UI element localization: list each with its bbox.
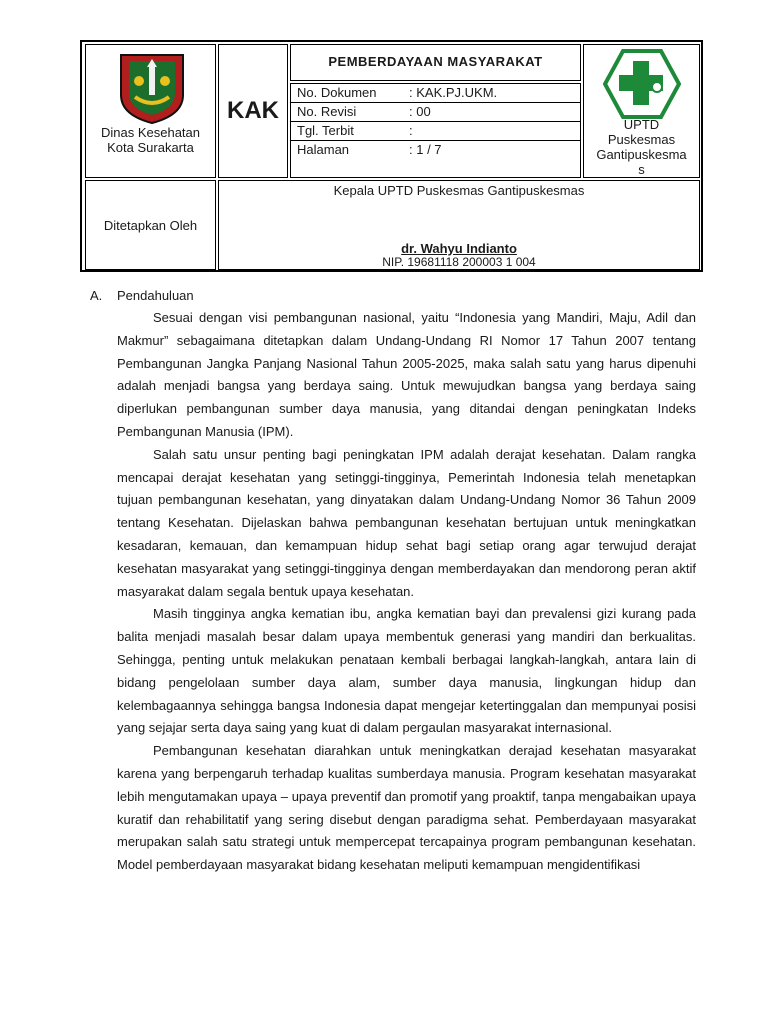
org-right-line1: UPTD: [623, 117, 660, 132]
info-row-document-number: [291, 84, 580, 103]
info-value: : KAK.PJ.UKM.: [409, 85, 498, 100]
signer-position: Kepala UPTD Puskesmas Gantipuskesmas: [333, 183, 585, 198]
signer-nip: NIP. 19681118 200003 1 004: [382, 255, 536, 269]
signature-block: [218, 180, 700, 270]
paragraph: Masih tingginya angka kematian ibu, angka kematian bayi dan prevalensi gizi kurang pada balita menjadi masalah besar dalam upaya membentuk generasi yang mandiri dan berkualitas. Sehingga, penting untuk melakukan penataan kembali berbagai langkah-langkah, antara lain di bidang pengelolaan sumber daya alam, sumber daya manusia, lingkungan hidup dan kelembagaannya sehingga bangsa Indonesia dapat mengejar ketertinggalan dan mempunyai posisi yang sejajar serta daya saing yang kuat di dalam pergaulan masyarakat internasional.: [117, 606, 696, 736]
org-left-line2: Kota Surakarta: [107, 140, 194, 155]
org-right-cell: [583, 44, 700, 178]
section-title: Pendahuluan: [117, 288, 194, 303]
org-left-line1: Dinas Kesehatan: [100, 125, 200, 140]
city-emblem-icon: [117, 51, 187, 125]
section-number: A.: [90, 288, 103, 303]
doc-title: PEMBERDAYAAN MASYARAKAT: [290, 44, 581, 81]
info-row-issue-date: [291, 122, 580, 141]
doc-info-block: [290, 83, 581, 178]
info-label: No. Revisi: [297, 104, 357, 119]
signer-name: dr. Wahyu Indianto: [401, 241, 517, 256]
org-right-line2: Puskesmas: [607, 132, 676, 147]
paragraph: Pembangunan kesehatan diarahkan untuk meningkatkan derajad kesehatan masyarakat karena yang berpengaruh terhadap kualitas sumberdaya manusia. Program kesehatan masyarakat lebih mengutamakan upaya – upaya preventif dan promotif yang proaktif, tanpa mengabaikan upaya kuratif dan rehabilitatif yang sering disebut dengan paradigma sehat. Pemberdayaan masyarakat merupakan salah satu strategi untuk mempercepat tercapainya program pembangunan kesehatan. Model pemberdayaan masyarakat bidang kesehatan meliputi kemampuan mengidentifikasi: [117, 743, 696, 873]
info-label: Tgl. Terbit: [297, 123, 354, 138]
org-right-line3: Gantipuskesma: [596, 147, 687, 162]
document-body: [90, 285, 696, 877]
info-value: :: [409, 123, 413, 138]
info-value: : 00: [409, 104, 431, 119]
info-row-page: [291, 141, 580, 160]
info-value: : 1 / 7: [409, 142, 442, 157]
info-label: No. Dokumen: [297, 85, 377, 100]
paragraph: Sesuai dengan visi pembangunan nasional, yaitu “Indonesia yang Mandiri, Maju, Adil dan Makmur” sebagaimana ditetapkan dalam Undang-Undang RI Nomor 17 Tahun 2007 tentang Pembangunan Jangka Panjang Nasional Tahun 2005-2025, maka salah satu yang harus dipenuhi adalah menjadi bangsa yang berdaya saing. Untuk mewujudkan bangsa yang berdaya saing diperlukan pembangunan sumber daya manusia, yang ditandai dengan peningkatan Indeks Pembangunan Manusia (IPM).: [117, 310, 696, 439]
document-header-table: [80, 40, 703, 272]
info-label: Halaman: [297, 142, 350, 157]
doc-code: KAK: [218, 44, 288, 178]
puskesmas-logo-icon: [603, 49, 681, 119]
paragraph: Salah satu unsur penting bagi peningkatan IPM adalah derajat kesehatan. Dalam rangka mencapai derajat kesehatan yang setinggi-tingginya, Pemerintah Indonesia telah menetapkan tujuan pembangunan kesehatan, yang dinyatakan dalam Undang-Undang Nomor 36 Tahun 2009 tentang Kesehatan. Dijelaskan bahwa pembangunan kesehatan bertujuan untuk meningkatkan kesadaran, kemauan, dan kemampuan hidup sehat bagi setiap orang agar terwujud derajat kesehatan masyarakat yang setinggi-tingginya dengan memberdayakan dan mendorong peran aktif masyarakat dalam segala bentuk upaya kesehatan.: [117, 446, 696, 599]
established-by-label: Ditetapkan Oleh: [85, 180, 216, 270]
info-row-revision: [291, 103, 580, 122]
org-left-cell: [85, 44, 216, 178]
section-heading: [90, 285, 696, 307]
org-right-line4: s: [638, 162, 645, 177]
